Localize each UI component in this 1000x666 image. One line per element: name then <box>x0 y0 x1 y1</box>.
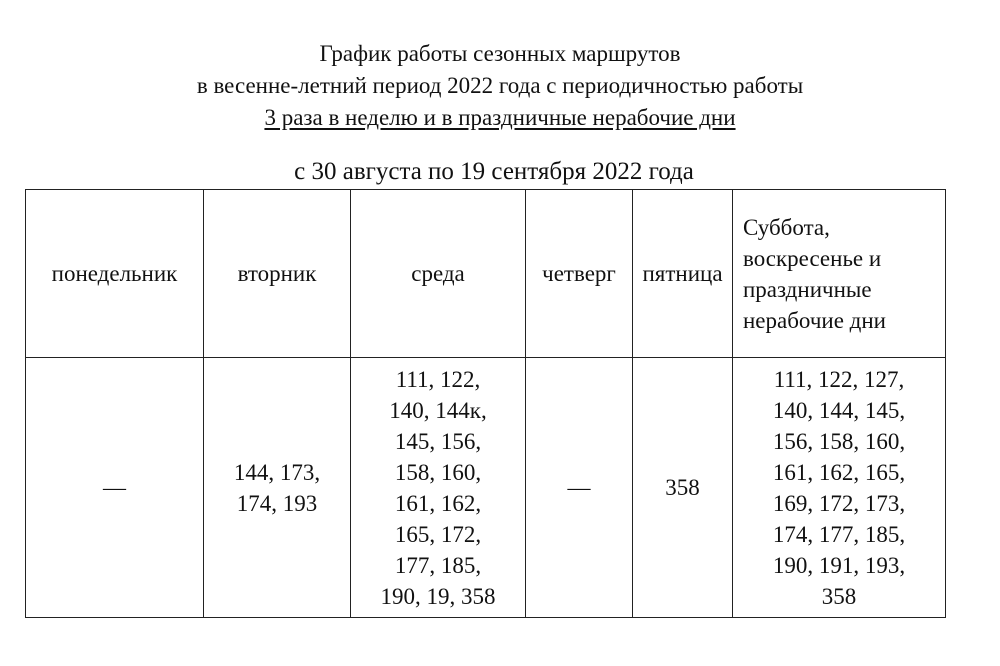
title-line-1: График работы сезонных маршрутов <box>319 41 681 66</box>
title-line-2: в весенне-летний период 2022 года с периодичностью работы <box>196 73 804 98</box>
column-header-weekend-holidays: Суббота, воскресенье и праздничные нерабочие дни <box>733 190 946 358</box>
column-header-thursday: четверг <box>526 190 633 358</box>
cell-thursday-routes: — <box>526 358 633 618</box>
cell-weekend-routes: 111, 122, 127, 140, 144, 145, 156, 158, 160, 161, 162, 165, 169, 172, 173, 174, 177, 185, 190, 191, 193, 358 <box>733 358 946 618</box>
column-header-wednesday: среда <box>351 190 526 358</box>
table-row <box>26 358 946 618</box>
cell-monday-routes: — <box>26 358 204 618</box>
cell-wednesday-routes: 111, 122, 140, 144к, 145, 156, 158, 160, 161, 162, 165, 172, 177, 185, 190, 19, 358 <box>351 358 526 618</box>
cell-tuesday-routes: 144, 173, 174, 193 <box>204 358 351 618</box>
document-title <box>0 38 1000 134</box>
header-row <box>26 190 946 358</box>
title-line-3: 3 раза в неделю и в праздничные нерабочие дни <box>264 105 736 130</box>
column-header-tuesday: вторник <box>204 190 351 358</box>
cell-friday-routes: 358 <box>633 358 733 618</box>
schedule-table <box>25 189 946 618</box>
schedule-period: с 30 августа по 19 сентября 2022 года <box>294 158 694 185</box>
column-header-monday: понедельник <box>26 190 204 358</box>
column-header-friday: пятница <box>633 190 733 358</box>
